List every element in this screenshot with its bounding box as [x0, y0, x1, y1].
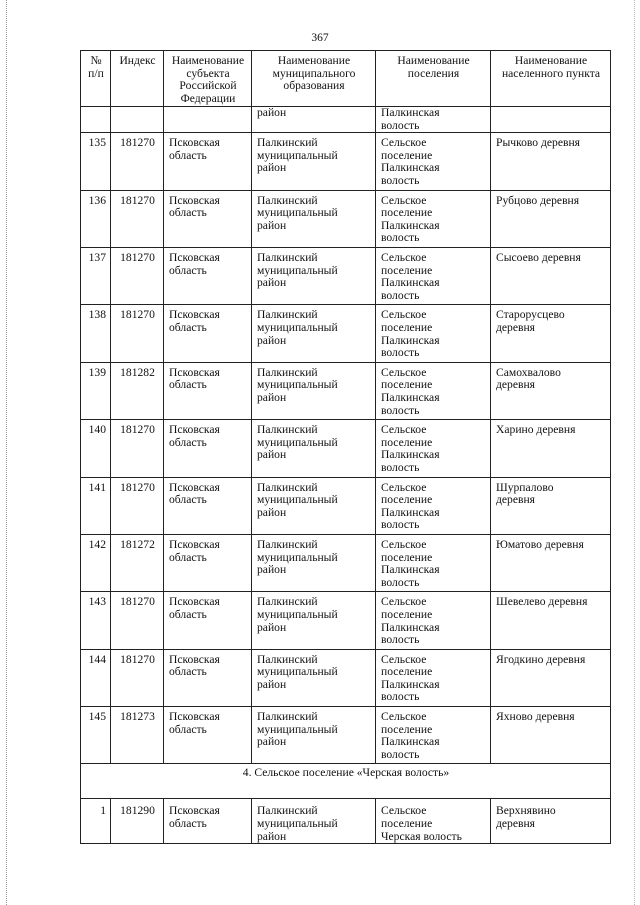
cell-index: 181270 [111, 477, 164, 534]
cell-municipality: Палкинский муниципальный район [252, 190, 376, 247]
cell-settlement: Сельское поселение Палкинская волость [376, 534, 491, 591]
cell-settlement: Палкинская волость [376, 107, 491, 133]
table-row [81, 592, 611, 649]
cell-region: Псковская область [164, 247, 252, 304]
table-header-row [81, 51, 611, 107]
cell-index: 181282 [111, 362, 164, 419]
cell-municipality: Палкинский муниципальный район [252, 649, 376, 706]
cell-number: 144 [81, 649, 111, 706]
cell-region: Псковская область [164, 133, 252, 190]
cell-locality: Верхнявино деревня [491, 799, 611, 844]
header-region: Наименование субъекта Российской Федерации [164, 51, 252, 107]
cell-municipality: район [252, 107, 376, 133]
table-row [81, 133, 611, 190]
header-index: Индекс [111, 51, 164, 107]
cell-number [81, 107, 111, 133]
cell-locality: Рубцово деревня [491, 190, 611, 247]
cell-index: 181270 [111, 420, 164, 477]
cell-number: 140 [81, 420, 111, 477]
header-number: № п/п [81, 51, 111, 107]
cell-locality: Рычково деревня [491, 133, 611, 190]
cell-number: 136 [81, 190, 111, 247]
cell-settlement: Сельское поселение Палкинская волость [376, 362, 491, 419]
cell-settlement: Сельское поселение Черская волость [376, 799, 491, 844]
cell-number: 138 [81, 305, 111, 362]
cell-number: 1 [81, 799, 111, 844]
continuation-row [81, 107, 611, 133]
cell-locality: Ягодкино деревня [491, 649, 611, 706]
cell-municipality: Палкинский муниципальный район [252, 534, 376, 591]
cell-region: Псковская область [164, 190, 252, 247]
table-row [81, 420, 611, 477]
cell-locality: Самохвалово деревня [491, 362, 611, 419]
cell-region: Псковская область [164, 799, 252, 844]
table-row [81, 247, 611, 304]
cell-index [111, 107, 164, 133]
cell-region [164, 107, 252, 133]
cell-region: Псковская область [164, 362, 252, 419]
table-row [81, 190, 611, 247]
cell-index: 181270 [111, 190, 164, 247]
scan-edge-right [634, 0, 636, 905]
cell-locality: Старорусцево деревня [491, 305, 611, 362]
cell-settlement: Сельское поселение Палкинская волость [376, 707, 491, 764]
cell-number: 143 [81, 592, 111, 649]
cell-municipality: Палкинский муниципальный район [252, 362, 376, 419]
cell-number: 137 [81, 247, 111, 304]
cell-index: 181290 [111, 799, 164, 844]
header-locality: Наименование населенного пункта [491, 51, 611, 107]
cell-locality: Харино деревня [491, 420, 611, 477]
page-number: 367 [311, 32, 329, 44]
cell-settlement: Сельское поселение Палкинская волость [376, 649, 491, 706]
cell-settlement: Сельское поселение Палкинская волость [376, 305, 491, 362]
cell-settlement: Сельское поселение Палкинская волость [376, 420, 491, 477]
cell-locality: Яхново деревня [491, 707, 611, 764]
cell-municipality: Палкинский муниципальный район [252, 592, 376, 649]
cell-region: Псковская область [164, 420, 252, 477]
cell-settlement: Сельское поселение Палкинская волость [376, 477, 491, 534]
cell-municipality: Палкинский муниципальный район [252, 420, 376, 477]
cell-municipality: Палкинский муниципальный район [252, 707, 376, 764]
cell-municipality: Палкинский муниципальный район [252, 799, 376, 844]
cell-index: 181270 [111, 305, 164, 362]
cell-region: Псковская область [164, 649, 252, 706]
cell-number: 141 [81, 477, 111, 534]
header-settlement: Наименование поселения [376, 51, 491, 107]
cell-number: 135 [81, 133, 111, 190]
cell-locality: Юматово деревня [491, 534, 611, 591]
cell-region: Псковская область [164, 305, 252, 362]
cell-settlement: Сельское поселение Палкинская волость [376, 592, 491, 649]
cell-locality [491, 107, 611, 133]
cell-number: 139 [81, 362, 111, 419]
table-row [81, 362, 611, 419]
section-row [81, 764, 611, 799]
table-body [81, 107, 611, 844]
cell-number: 142 [81, 534, 111, 591]
cell-settlement: Сельское поселение Палкинская волость [376, 133, 491, 190]
cell-region: Псковская область [164, 592, 252, 649]
section-title: 4. Сельское поселение «Черская волость» [81, 764, 611, 799]
cell-index: 181270 [111, 592, 164, 649]
table-row [81, 534, 611, 591]
cell-settlement: Сельское поселение Палкинская волость [376, 247, 491, 304]
cell-region: Псковская область [164, 534, 252, 591]
cell-municipality: Палкинский муниципальный район [252, 133, 376, 190]
cell-index: 181270 [111, 649, 164, 706]
table-row [81, 707, 611, 764]
cell-municipality: Палкинский муниципальный район [252, 247, 376, 304]
cell-locality: Шурпалово деревня [491, 477, 611, 534]
cell-locality: Шевелево деревня [491, 592, 611, 649]
cell-index: 181273 [111, 707, 164, 764]
cell-number: 145 [81, 707, 111, 764]
table-row [81, 477, 611, 534]
cell-index: 181270 [111, 247, 164, 304]
table-row [81, 305, 611, 362]
cell-index: 181272 [111, 534, 164, 591]
settlements-table [80, 50, 611, 844]
cell-region: Псковская область [164, 707, 252, 764]
scan-edge-left [6, 0, 8, 905]
cell-index: 181270 [111, 133, 164, 190]
cell-region: Псковская область [164, 477, 252, 534]
cell-municipality: Палкинский муниципальный район [252, 305, 376, 362]
cell-locality: Сысоево деревня [491, 247, 611, 304]
table-row [81, 799, 611, 844]
cell-settlement: Сельское поселение Палкинская волость [376, 190, 491, 247]
cell-municipality: Палкинский муниципальный район [252, 477, 376, 534]
table-row [81, 649, 611, 706]
header-municipality: Наименование муниципального образования [252, 51, 376, 107]
